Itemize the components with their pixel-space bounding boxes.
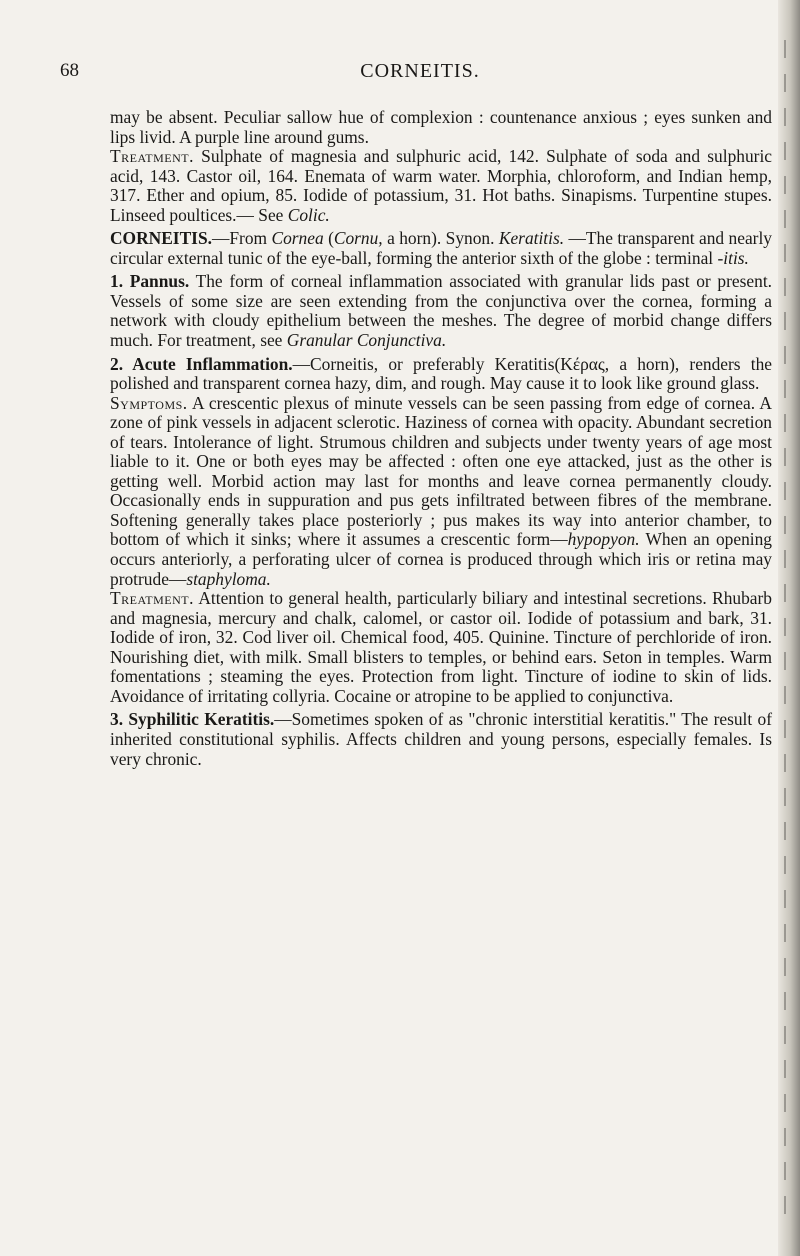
- symptoms-paragraph: Symptoms. A crescentic plexus of minute vessels can be seen passing from edge of cornea. A zone of pink vessels in adjacent sclerotic. Haziness of cornea with opacity. Abundant secretion of tears. Intolerance of light. Strumous children and subjects under twenty years of age most liable to it. One or both eyes may be affected : often one eye attacked, just as the other is getting well. Morbid action may last for months and leave cornea permanently cloudy. Occasionally ends in suppuration and pus gets infiltrated between fibres of the membrane. Softening generally takes place posteriorly ; pus makes its way into anterior chamber, to bottom of which it sinks; where it assumes a crescentic form—hypopyon. When an opening occurs anteriorly, a perforating ulcer of cornea is produced through which iris or retina may protrude—staphyloma.: [110, 392, 772, 589]
- see-reference: Granular Conjunctiva.: [286, 330, 447, 351]
- treatment-label: Treatment.: [110, 146, 194, 167]
- symptoms-label: Symptoms.: [110, 392, 188, 413]
- running-head: CORNEITIS.: [360, 60, 480, 82]
- treatment-paragraph-colic: Treatment. Sulphate of magnesia and sulphuric acid, 142. Sulphate of soda and sulphuric acid, 143. Castor oil, 164. Enemata of warm water. Morphia, chloroform, and Indian hemp, 317. Ether and opium, 85. Iodide of potassium, 31. Hot baths. Sinapisms. Turpentine stupes. Linseed poultices.— See Colic.: [110, 146, 772, 225]
- entry-headword: CORNEITIS.: [110, 228, 212, 249]
- page-header: [60, 60, 780, 90]
- pannus-label: 1. Pannus.: [110, 271, 190, 292]
- acute-label: 2. Acute Inflammation.: [110, 353, 293, 374]
- corneitis-entry: CORNEITIS.—From Cornea (Cornu, a horn). Synon. Keratitis. —The transparent and nearly circular external tunic of the eye-ball, forming the anterior sixth of the globe : terminal -itis.: [110, 228, 772, 268]
- syphilitic-label: 3. Syphilitic Keratitis.: [110, 709, 275, 730]
- synonym: Keratitis.: [498, 228, 565, 249]
- treatment-paragraph-keratitis: Treatment. Attention to general health, particularly biliary and intestinal secretions. Rhubarb and magnesia, mercury and chalk, calomel, or castor oil. Iodide of potassium and bark, 31. Iodide of iron, 32. Cod liver oil. Chemical food, 405. Quinine. Tincture of perchloride of iron. Nourishing diet, with milk. Small blisters to temples, or behind ears. Seton in temples. Warm fomentations ; steaming the eyes. Protection from light. Tincture of iodine to skin of lids. Avoidance of irritating collyria. Cocaine or atropine to be applied to conjunctiva.: [110, 588, 772, 706]
- pannus-paragraph: 1. Pannus. The form of corneal inflammation associated with granular lids past or present. Vessels of some size are seen extending from the conjunctiva over the cornea, forming a network with cloudy epithelium between the meshes. The degree of morbid change differs much. For treatment, see Granular Conjunctiva.: [110, 271, 772, 351]
- intro-paragraph: may be absent. Peculiar sallow hue of complexion : countenance anxious ; eyes sunken and lips livid. A purple line around gums.: [110, 107, 772, 147]
- page-number: 68: [60, 60, 79, 81]
- see-reference: Colic.: [287, 204, 330, 225]
- acute-inflammation-paragraph: 2. Acute Inflammation.—Corneitis, or preferably Keratitis(Κέρας, a horn), renders the polished and transparent cornea hazy, dim, and rough. May cause it to look like ground glass.: [110, 353, 772, 394]
- page-edge-shadow: [778, 0, 800, 1256]
- syphilitic-keratitis-paragraph: 3. Syphilitic Keratitis.—Sometimes spoken of as "chronic interstitial keratitis." The result of inherited constitutional syphilis. Affects children and young persons, especially females. Is very chronic.: [110, 709, 772, 769]
- page-body: [110, 108, 772, 769]
- treatment-label: Treatment.: [110, 588, 194, 609]
